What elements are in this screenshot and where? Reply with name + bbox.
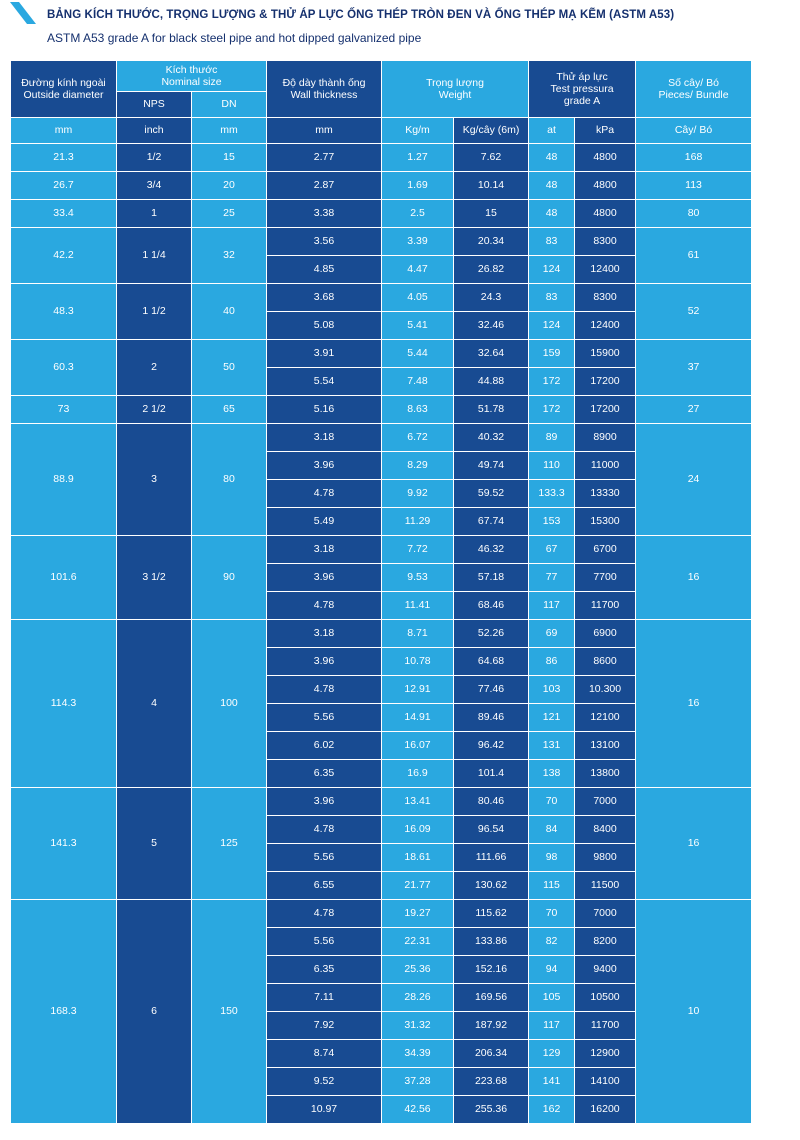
wall-thickness-cell: 3.56: [267, 228, 382, 256]
test-pressure-at-cell: 48: [529, 144, 575, 172]
wall-thickness-cell: 3.18: [267, 424, 382, 452]
wall-thickness-cell: 6.55: [267, 872, 382, 900]
test-pressure-at-cell: 162: [529, 1096, 575, 1124]
weight-kg-pc-cell: 206.34: [454, 1040, 529, 1068]
test-pressure-at-cell: 172: [529, 396, 575, 424]
wall-thickness-cell: 3.38: [267, 200, 382, 228]
pieces-per-bundle-cell: 16: [636, 788, 752, 900]
test-pressure-kpa-cell: 8200: [575, 928, 636, 956]
weight-kg-m-cell: 22.31: [382, 928, 454, 956]
header-test-pressure: Thử áp lực Test pressura grade A: [529, 61, 636, 118]
weight-kg-pc-cell: 10.14: [454, 172, 529, 200]
weight-kg-pc-cell: 59.52: [454, 480, 529, 508]
weight-kg-pc-cell: 64.68: [454, 648, 529, 676]
weight-kg-pc-cell: 51.78: [454, 396, 529, 424]
table-row: [11, 172, 752, 200]
weight-kg-m-cell: 8.63: [382, 396, 454, 424]
wall-thickness-cell: 4.85: [267, 256, 382, 284]
wall-thickness-cell: 3.91: [267, 340, 382, 368]
table-row: [11, 200, 752, 228]
weight-kg-m-cell: 2.5: [382, 200, 454, 228]
dn-cell: 40: [192, 284, 267, 340]
weight-kg-m-cell: 4.05: [382, 284, 454, 312]
weight-kg-m-cell: 18.61: [382, 844, 454, 872]
table-row: [11, 620, 752, 648]
header-outside-diameter: Đường kính ngoài Outside diameter: [11, 61, 117, 118]
nps-cell: 3: [117, 424, 192, 536]
weight-kg-pc-cell: 40.32: [454, 424, 529, 452]
outside-diameter-cell: 101.6: [11, 536, 117, 620]
outside-diameter-cell: 42.2: [11, 228, 117, 284]
test-pressure-at-cell: 89: [529, 424, 575, 452]
test-pressure-kpa-cell: 17200: [575, 396, 636, 424]
header-nps: NPS: [117, 92, 192, 118]
dn-cell: 15: [192, 144, 267, 172]
test-pressure-kpa-cell: 8400: [575, 816, 636, 844]
weight-kg-m-cell: 14.91: [382, 704, 454, 732]
wall-thickness-cell: 5.54: [267, 368, 382, 396]
weight-kg-pc-cell: 15: [454, 200, 529, 228]
outside-diameter-cell: 88.9: [11, 424, 117, 536]
pieces-per-bundle-cell: 16: [636, 620, 752, 788]
table-row: [11, 788, 752, 816]
wall-thickness-cell: 7.92: [267, 1012, 382, 1040]
test-pressure-kpa-cell: 11700: [575, 592, 636, 620]
test-pressure-at-cell: 141: [529, 1068, 575, 1096]
test-pressure-kpa-cell: 6700: [575, 536, 636, 564]
wall-thickness-cell: 5.56: [267, 844, 382, 872]
test-pressure-at-cell: 48: [529, 200, 575, 228]
dn-cell: 32: [192, 228, 267, 284]
pieces-per-bundle-cell: 168: [636, 144, 752, 172]
weight-kg-m-cell: 5.41: [382, 312, 454, 340]
weight-kg-m-cell: 9.53: [382, 564, 454, 592]
weight-kg-m-cell: 34.39: [382, 1040, 454, 1068]
weight-kg-m-cell: 11.41: [382, 592, 454, 620]
test-pressure-kpa-cell: 14100: [575, 1068, 636, 1096]
weight-kg-m-cell: 1.27: [382, 144, 454, 172]
weight-kg-m-cell: 12.91: [382, 676, 454, 704]
weight-kg-pc-cell: 80.46: [454, 788, 529, 816]
weight-kg-m-cell: 25.36: [382, 956, 454, 984]
outside-diameter-cell: 33.4: [11, 200, 117, 228]
test-pressure-kpa-cell: 12100: [575, 704, 636, 732]
unit-cell: kPa: [575, 118, 636, 144]
test-pressure-at-cell: 121: [529, 704, 575, 732]
wall-thickness-cell: 4.78: [267, 480, 382, 508]
unit-cell: mm: [267, 118, 382, 144]
header-weight: Trọng lượng Weight: [382, 61, 529, 118]
weight-kg-pc-cell: 96.42: [454, 732, 529, 760]
nps-cell: 1 1/4: [117, 228, 192, 284]
wall-thickness-cell: 6.35: [267, 956, 382, 984]
weight-kg-pc-cell: 24.3: [454, 284, 529, 312]
weight-kg-m-cell: 1.69: [382, 172, 454, 200]
header-pieces-bundle: Số cây/ Bó Pieces/ Bundle: [636, 61, 752, 118]
weight-kg-pc-cell: 115.62: [454, 900, 529, 928]
weight-kg-pc-cell: 67.74: [454, 508, 529, 536]
unit-cell: at: [529, 118, 575, 144]
test-pressure-at-cell: 124: [529, 256, 575, 284]
header-dn: DN: [192, 92, 267, 118]
wall-thickness-cell: 3.96: [267, 452, 382, 480]
table-row: [11, 340, 752, 368]
weight-kg-pc-cell: 169.56: [454, 984, 529, 1012]
test-pressure-at-cell: 117: [529, 1012, 575, 1040]
nps-cell: 3/4: [117, 172, 192, 200]
wall-thickness-cell: 3.96: [267, 648, 382, 676]
test-pressure-at-cell: 129: [529, 1040, 575, 1068]
pieces-per-bundle-cell: 24: [636, 424, 752, 536]
page-subtitle: ASTM A53 grade A for black steel pipe and hot dipped galvanized pipe: [47, 31, 422, 45]
wall-thickness-cell: 3.68: [267, 284, 382, 312]
pieces-per-bundle-cell: 27: [636, 396, 752, 424]
test-pressure-at-cell: 115: [529, 872, 575, 900]
table-row: [11, 900, 752, 928]
wall-thickness-cell: 3.18: [267, 620, 382, 648]
test-pressure-at-cell: 86: [529, 648, 575, 676]
wall-thickness-cell: 4.78: [267, 676, 382, 704]
test-pressure-at-cell: 70: [529, 900, 575, 928]
weight-kg-pc-cell: 26.82: [454, 256, 529, 284]
weight-kg-m-cell: 6.72: [382, 424, 454, 452]
weight-kg-m-cell: 3.39: [382, 228, 454, 256]
weight-kg-m-cell: 7.72: [382, 536, 454, 564]
test-pressure-at-cell: 133.3: [529, 480, 575, 508]
test-pressure-kpa-cell: 11700: [575, 1012, 636, 1040]
test-pressure-at-cell: 124: [529, 312, 575, 340]
wall-thickness-cell: 7.11: [267, 984, 382, 1012]
test-pressure-at-cell: 159: [529, 340, 575, 368]
pieces-per-bundle-cell: 113: [636, 172, 752, 200]
unit-cell: mm: [192, 118, 267, 144]
nps-cell: 2: [117, 340, 192, 396]
test-pressure-kpa-cell: 13800: [575, 760, 636, 788]
outside-diameter-cell: 60.3: [11, 340, 117, 396]
weight-kg-pc-cell: 32.46: [454, 312, 529, 340]
table-row: [11, 424, 752, 452]
test-pressure-kpa-cell: 15900: [575, 340, 636, 368]
test-pressure-kpa-cell: 6900: [575, 620, 636, 648]
test-pressure-kpa-cell: 9800: [575, 844, 636, 872]
weight-kg-m-cell: 11.29: [382, 508, 454, 536]
test-pressure-kpa-cell: 4800: [575, 172, 636, 200]
test-pressure-kpa-cell: 7000: [575, 900, 636, 928]
weight-kg-pc-cell: 111.66: [454, 844, 529, 872]
wall-thickness-cell: 5.56: [267, 704, 382, 732]
wall-thickness-cell: 5.08: [267, 312, 382, 340]
weight-kg-pc-cell: 7.62: [454, 144, 529, 172]
nps-cell: 6: [117, 900, 192, 1124]
weight-kg-m-cell: 16.09: [382, 816, 454, 844]
weight-kg-pc-cell: 44.88: [454, 368, 529, 396]
wall-thickness-cell: 3.96: [267, 564, 382, 592]
weight-kg-pc-cell: 49.74: [454, 452, 529, 480]
weight-kg-pc-cell: 152.16: [454, 956, 529, 984]
test-pressure-kpa-cell: 8300: [575, 284, 636, 312]
weight-kg-pc-cell: 89.46: [454, 704, 529, 732]
wall-thickness-cell: 4.78: [267, 592, 382, 620]
dn-cell: 100: [192, 620, 267, 788]
test-pressure-kpa-cell: 4800: [575, 144, 636, 172]
diagonal-stripe-icon: [10, 2, 36, 24]
test-pressure-kpa-cell: 7000: [575, 788, 636, 816]
weight-kg-pc-cell: 46.32: [454, 536, 529, 564]
nps-cell: 1: [117, 200, 192, 228]
test-pressure-kpa-cell: 12900: [575, 1040, 636, 1068]
test-pressure-at-cell: 94: [529, 956, 575, 984]
wall-thickness-cell: 5.49: [267, 508, 382, 536]
pieces-per-bundle-cell: 80: [636, 200, 752, 228]
wall-thickness-cell: 2.77: [267, 144, 382, 172]
unit-cell: Kg/m: [382, 118, 454, 144]
dn-cell: 90: [192, 536, 267, 620]
outside-diameter-cell: 114.3: [11, 620, 117, 788]
table-row: [11, 396, 752, 424]
test-pressure-kpa-cell: 8600: [575, 648, 636, 676]
weight-kg-m-cell: 42.56: [382, 1096, 454, 1124]
dn-cell: 150: [192, 900, 267, 1124]
test-pressure-kpa-cell: 9400: [575, 956, 636, 984]
weight-kg-m-cell: 8.29: [382, 452, 454, 480]
weight-kg-m-cell: 16.9: [382, 760, 454, 788]
header-wall-thickness: Độ dày thành ống Wall thickness: [267, 61, 382, 118]
dn-cell: 25: [192, 200, 267, 228]
outside-diameter-cell: 73: [11, 396, 117, 424]
wall-thickness-cell: 3.96: [267, 788, 382, 816]
wall-thickness-cell: 5.56: [267, 928, 382, 956]
test-pressure-kpa-cell: 8300: [575, 228, 636, 256]
test-pressure-at-cell: 84: [529, 816, 575, 844]
weight-kg-m-cell: 8.71: [382, 620, 454, 648]
test-pressure-kpa-cell: 13100: [575, 732, 636, 760]
nps-cell: 1 1/2: [117, 284, 192, 340]
test-pressure-at-cell: 77: [529, 564, 575, 592]
nps-cell: 3 1/2: [117, 536, 192, 620]
header-nominal-size: Kích thước Nominal size: [117, 61, 267, 92]
table-row: [11, 536, 752, 564]
weight-kg-pc-cell: 32.64: [454, 340, 529, 368]
wall-thickness-cell: 9.52: [267, 1068, 382, 1096]
test-pressure-kpa-cell: 12400: [575, 312, 636, 340]
weight-kg-m-cell: 5.44: [382, 340, 454, 368]
nps-cell: 5: [117, 788, 192, 900]
outside-diameter-cell: 48.3: [11, 284, 117, 340]
test-pressure-kpa-cell: 15300: [575, 508, 636, 536]
pieces-per-bundle-cell: 52: [636, 284, 752, 340]
test-pressure-at-cell: 48: [529, 172, 575, 200]
wall-thickness-cell: 4.78: [267, 816, 382, 844]
pieces-per-bundle-cell: 37: [636, 340, 752, 396]
test-pressure-kpa-cell: 10.300: [575, 676, 636, 704]
wall-thickness-cell: 8.74: [267, 1040, 382, 1068]
weight-kg-pc-cell: 133.86: [454, 928, 529, 956]
test-pressure-kpa-cell: 12400: [575, 256, 636, 284]
dn-cell: 80: [192, 424, 267, 536]
table-row: [11, 284, 752, 312]
outside-diameter-cell: 141.3: [11, 788, 117, 900]
test-pressure-kpa-cell: 11500: [575, 872, 636, 900]
weight-kg-pc-cell: 77.46: [454, 676, 529, 704]
weight-kg-pc-cell: 96.54: [454, 816, 529, 844]
wall-thickness-cell: 5.16: [267, 396, 382, 424]
dn-cell: 65: [192, 396, 267, 424]
test-pressure-at-cell: 70: [529, 788, 575, 816]
test-pressure-at-cell: 110: [529, 452, 575, 480]
weight-kg-m-cell: 13.41: [382, 788, 454, 816]
test-pressure-at-cell: 67: [529, 536, 575, 564]
wall-thickness-cell: 4.78: [267, 900, 382, 928]
weight-kg-m-cell: 37.28: [382, 1068, 454, 1096]
pieces-per-bundle-cell: 10: [636, 900, 752, 1124]
pieces-per-bundle-cell: 61: [636, 228, 752, 284]
test-pressure-kpa-cell: 7700: [575, 564, 636, 592]
weight-kg-pc-cell: 52.26: [454, 620, 529, 648]
weight-kg-m-cell: 31.32: [382, 1012, 454, 1040]
weight-kg-pc-cell: 57.18: [454, 564, 529, 592]
unit-cell: inch: [117, 118, 192, 144]
weight-kg-m-cell: 10.78: [382, 648, 454, 676]
dn-cell: 125: [192, 788, 267, 900]
test-pressure-kpa-cell: 16200: [575, 1096, 636, 1124]
page-title: BẢNG KÍCH THƯỚC, TRỌNG LƯỢNG & THỬ ÁP LỰC ỐNG THÉP TRÒN ĐEN VÀ ỐNG THÉP MẠ KẼM (ASTM A53): [47, 9, 675, 21]
weight-kg-pc-cell: 101.4: [454, 760, 529, 788]
wall-thickness-cell: 6.35: [267, 760, 382, 788]
unit-cell: mm: [11, 118, 117, 144]
weight-kg-m-cell: 19.27: [382, 900, 454, 928]
weight-kg-m-cell: 16.07: [382, 732, 454, 760]
dn-cell: 20: [192, 172, 267, 200]
test-pressure-at-cell: 83: [529, 284, 575, 312]
outside-diameter-cell: 168.3: [11, 900, 117, 1124]
weight-kg-pc-cell: 130.62: [454, 872, 529, 900]
test-pressure-at-cell: 172: [529, 368, 575, 396]
weight-kg-m-cell: 28.26: [382, 984, 454, 1012]
weight-kg-m-cell: 4.47: [382, 256, 454, 284]
table-row: [11, 228, 752, 256]
unit-cell: Cây/ Bó: [636, 118, 752, 144]
wall-thickness-cell: 3.18: [267, 536, 382, 564]
test-pressure-at-cell: 131: [529, 732, 575, 760]
weight-kg-pc-cell: 187.92: [454, 1012, 529, 1040]
test-pressure-kpa-cell: 4800: [575, 200, 636, 228]
nps-cell: 2 1/2: [117, 396, 192, 424]
wall-thickness-cell: 6.02: [267, 732, 382, 760]
weight-kg-pc-cell: 68.46: [454, 592, 529, 620]
nps-cell: 1/2: [117, 144, 192, 172]
pieces-per-bundle-cell: 16: [636, 536, 752, 620]
dn-cell: 50: [192, 340, 267, 396]
weight-kg-pc-cell: 20.34: [454, 228, 529, 256]
wall-thickness-cell: 10.97: [267, 1096, 382, 1124]
nps-cell: 4: [117, 620, 192, 788]
test-pressure-kpa-cell: 11000: [575, 452, 636, 480]
wall-thickness-cell: 2.87: [267, 172, 382, 200]
test-pressure-at-cell: 153: [529, 508, 575, 536]
test-pressure-kpa-cell: 8900: [575, 424, 636, 452]
test-pressure-at-cell: 83: [529, 228, 575, 256]
test-pressure-kpa-cell: 13330: [575, 480, 636, 508]
weight-kg-pc-cell: 255.36: [454, 1096, 529, 1124]
test-pressure-kpa-cell: 17200: [575, 368, 636, 396]
unit-cell: Kg/cây (6m): [454, 118, 529, 144]
test-pressure-at-cell: 69: [529, 620, 575, 648]
table-row: [11, 144, 752, 172]
test-pressure-at-cell: 138: [529, 760, 575, 788]
weight-kg-m-cell: 7.48: [382, 368, 454, 396]
outside-diameter-cell: 26.7: [11, 172, 117, 200]
test-pressure-kpa-cell: 10500: [575, 984, 636, 1012]
units-row: [11, 118, 752, 144]
test-pressure-at-cell: 105: [529, 984, 575, 1012]
weight-kg-m-cell: 9.92: [382, 480, 454, 508]
weight-kg-pc-cell: 223.68: [454, 1068, 529, 1096]
pipe-spec-table: [10, 60, 752, 1124]
test-pressure-at-cell: 82: [529, 928, 575, 956]
test-pressure-at-cell: 98: [529, 844, 575, 872]
outside-diameter-cell: 21.3: [11, 144, 117, 172]
weight-kg-m-cell: 21.77: [382, 872, 454, 900]
test-pressure-at-cell: 117: [529, 592, 575, 620]
test-pressure-at-cell: 103: [529, 676, 575, 704]
